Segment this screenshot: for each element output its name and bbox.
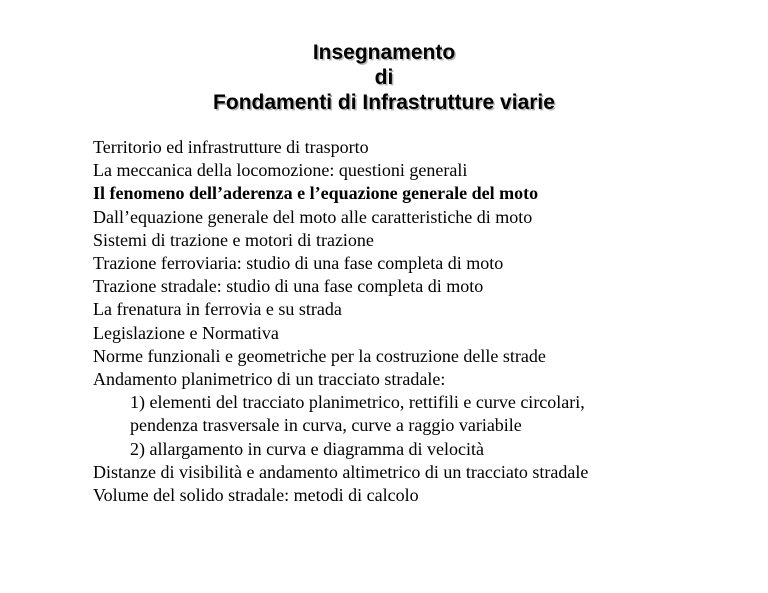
topic-item: Distanze di visibilità e andamento altimetrico di un tracciato stradale [93,461,589,482]
topic-subitem: 1) elementi del tracciato planimetrico, rettifili e curve circolari, [130,392,585,413]
topic-subitem: pendenza trasversale in curva, curve a raggio variabile [130,415,522,436]
topic-item: Dall’equazione generale del moto alle caratteristiche di moto [93,206,533,227]
title-line-3: Fondamenti di Infrastrutture viarie [213,91,555,114]
topic-item: La frenatura in ferrovia e su strada [93,299,342,320]
title-line-1: Insegnamento [312,41,456,64]
topic-item: Sistemi di trazione e motori di trazione [93,229,374,250]
title-line-2: di [374,66,394,89]
topic-item: La meccanica della locomozione: questioni generali [93,160,468,181]
slide-title [0,40,768,115]
topic-subitem: 2) allargamento in curva e diagramma di velocità [130,438,485,459]
topic-item: Trazione ferroviaria: studio di una fase completa di moto [93,253,504,274]
topic-item: Trazione stradale: studio di una fase completa di moto [93,276,484,297]
topic-item: Volume del solido stradale: metodi di calcolo [93,485,419,506]
topic-item: Andamento planimetrico di un tracciato stradale: [93,369,446,390]
topic-item: Territorio ed infrastrutture di trasporto [93,137,369,157]
topic-item: Norme funzionali e geometriche per la costruzione delle strade [93,345,546,366]
topic-list [93,136,753,507]
topic-item-current: Il fenomeno dell’aderenza e l’equazione generale del moto [93,183,539,204]
topic-item: Legislazione e Normativa [93,322,279,343]
